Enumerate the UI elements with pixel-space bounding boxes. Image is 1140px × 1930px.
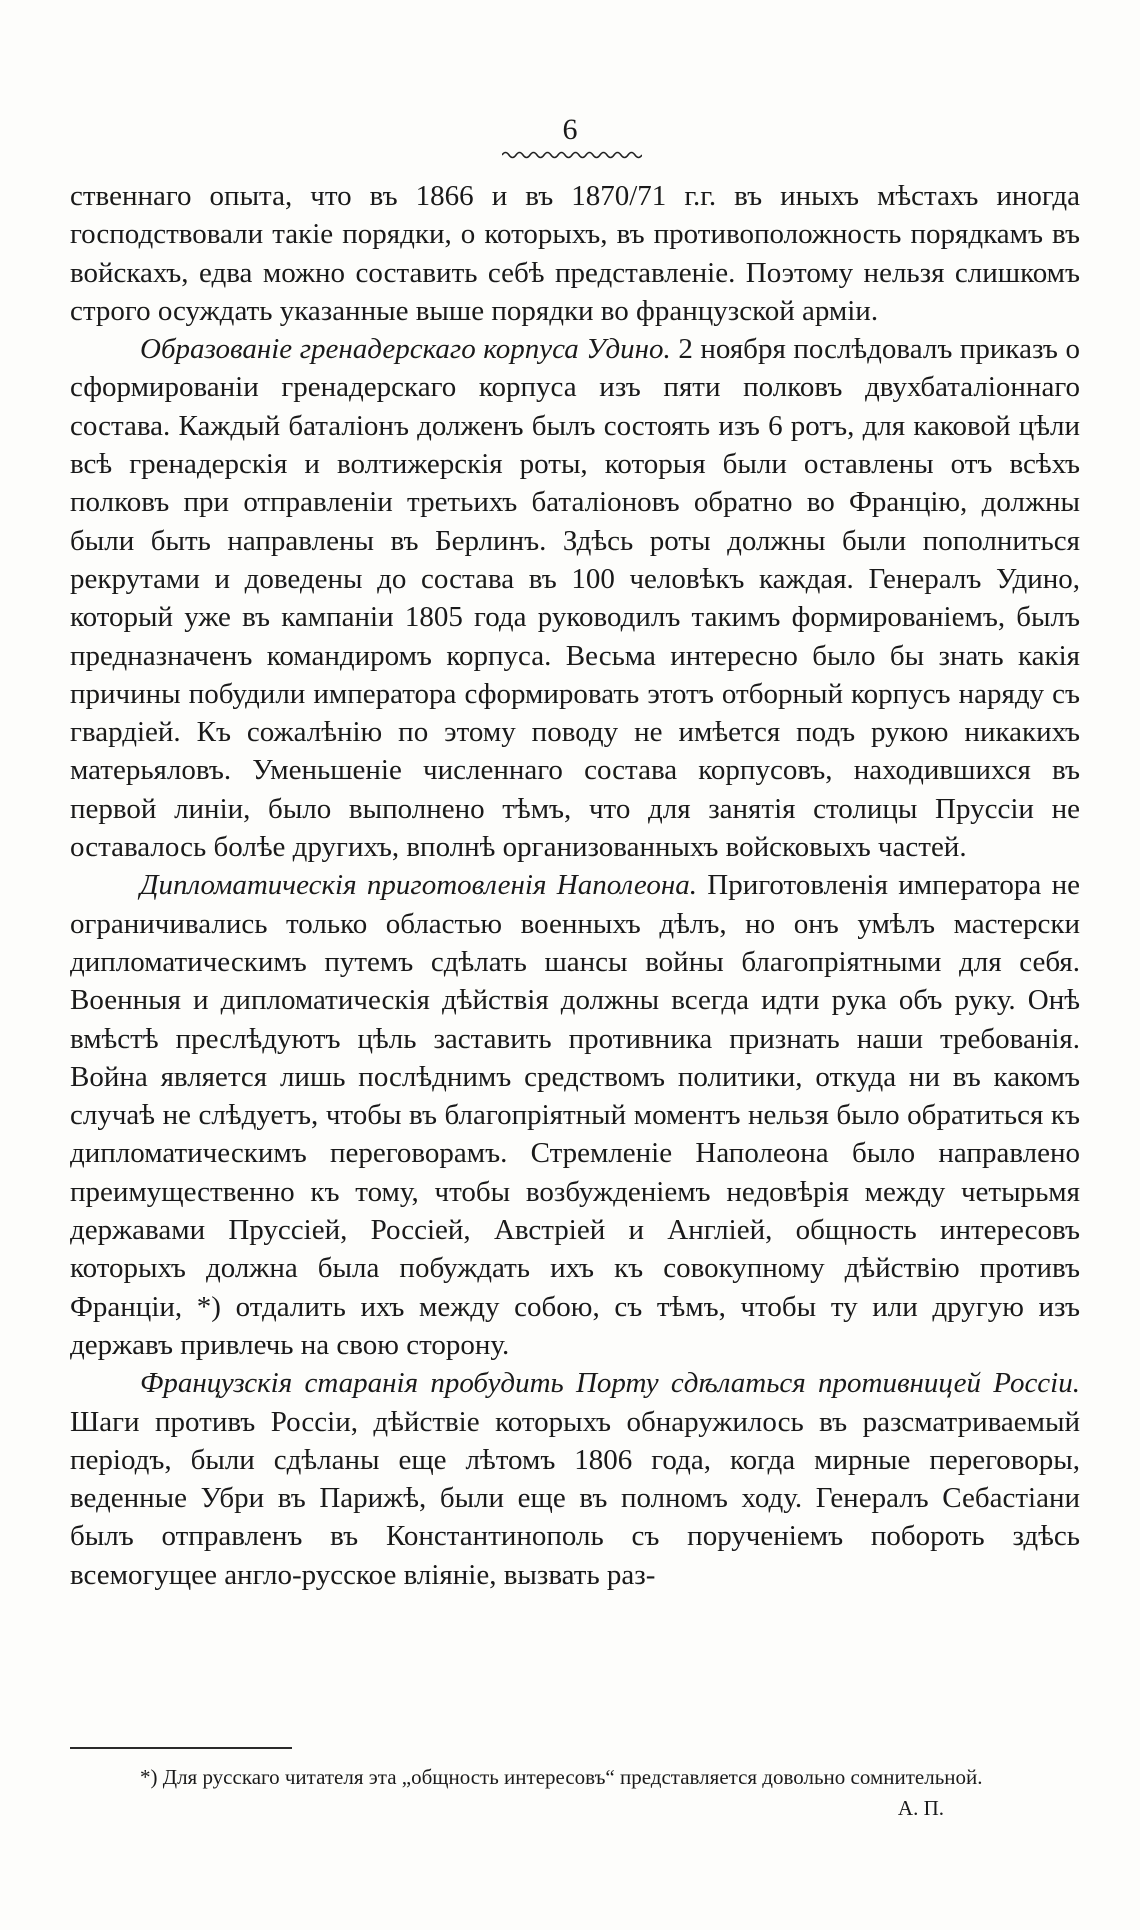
section-heading-diplomatic-preparations: Дипломатическія приготовленія Наполеона.: [140, 869, 697, 902]
footnote-text: *) Для русскаго читателя эта „общность интересовъ“ представляется довольно сомнительной.: [140, 1765, 983, 1789]
footnote-divider: [70, 1747, 292, 1749]
body-text: [70, 177, 1080, 1594]
footnote-text-line: [70, 1762, 1080, 1820]
paragraph-body: 2 ноября послѣдовалъ приказъ о сформированіи гренадерскаго корпуса изъ пяти полковъ двухбаталіоннаго состава. Каждый баталіонъ долженъ былъ состоять изъ 6 ротъ, для каковой цѣли всѣ гренадерскія и волтижерскія роты, которыя были оставлены отъ всѣхъ полковъ при отправленіи третьихъ баталіоновъ обратно во Францію, должны были быть направлены въ Берлинъ. Здѣсь роты должны были пополниться рекрутами и доведены до состава въ 100 человѣкъ каждая. Генералъ Удино, который уже въ кампаніи 1805 года руководилъ такимъ формированіемъ, былъ предназначенъ командиромъ корпуса. Весьма интересно было бы знать какія причины побудили императора сформировать этотъ отборный корпусъ наряду съ гвардіей. Къ сожалѣнію по этому поводу не имѣется подъ рукою никакихъ матерьяловъ. Уменьшеніе численнаго состава корпусовъ, находившихся въ первой линіи, было выполнено тѣмъ, что для занятія столицы Пруссіи не оставалось болѣе другихъ, вполнѣ организованныхъ войсковыхъ частей.: [70, 333, 1080, 864]
paragraph-grenadier-corps: [70, 330, 1080, 866]
paragraph-body: Приготовленія императора не ограничивались только областью военныхъ дѣлъ, но онъ умѣлъ мастерски дипломатическимъ путемъ сдѣлать шансы войны благопріятными для себя. Военныя и дипломатическія дѣйствія должны всегда идти рука объ руку. Онѣ вмѣстѣ преслѣдуютъ цѣль заставить противника признать наши требованія. Война является лишь послѣднимъ средствомъ политики, откуда ни въ какомъ случаѣ не слѣдуетъ, чтобы въ благопріятный моментъ нельзя было обратиться къ дипломатическимъ переговорамъ. Стремленіе Наполеона было направлено преимущественно къ тому, чтобы возбужденіемъ недовѣрія между четырьмя державами Пруссіей, Россіей, Австріей и Англіей, общность интересовъ которыхъ должна была побуждать ихъ къ совокупному дѣйствію противъ Франціи, *) отдалить ихъ между собою, съ тѣмъ, чтобы ту или другую изъ державъ привлечь на свою сторону.: [70, 869, 1080, 1361]
section-heading-french-efforts-porte: Французскія старанія пробудить Порту сдѣлаться противницей Россіи.: [140, 1367, 1080, 1400]
paragraph-diplomatic-preparations: [70, 866, 1080, 1364]
paragraph-body: ственнаго опыта, что въ 1866 и въ 1870/71 г.г. въ иныхъ мѣстахъ иногда господствовали такіе порядки, о которыхъ, въ противоположность порядкамъ въ войскахъ, едва можно составить себѣ представленіе. Поэтому нельзя слишкомъ строго осуждать указанные выше порядки во французской арміи.: [70, 180, 1080, 327]
paragraph-french-efforts-porte: [70, 1364, 1080, 1594]
wavy-rule-ornament: [502, 148, 642, 162]
footnote-signature: А. П.: [897, 1796, 944, 1820]
footnote: [70, 1762, 1080, 1824]
paragraph-body: Шаги противъ Россіи, дѣйствіе которыхъ обнаружилось въ разсматриваемый періодъ, были сдѣланы еще лѣтомъ 1806 года, когда мирные переговоры, веденные Убри въ Парижѣ, были еще въ полномъ ходу. Генералъ Себастіани былъ отправленъ въ Константинополь съ порученіемъ побороть здѣсь всемогущее англо-русское вліяніе, вызвать раз-: [70, 1405, 1080, 1591]
section-heading-grenadier-corps: Образованіе гренадерскаго корпуса Удино.: [140, 333, 671, 366]
page-number: 6: [562, 113, 578, 146]
paragraph-continuation: [70, 177, 1080, 330]
